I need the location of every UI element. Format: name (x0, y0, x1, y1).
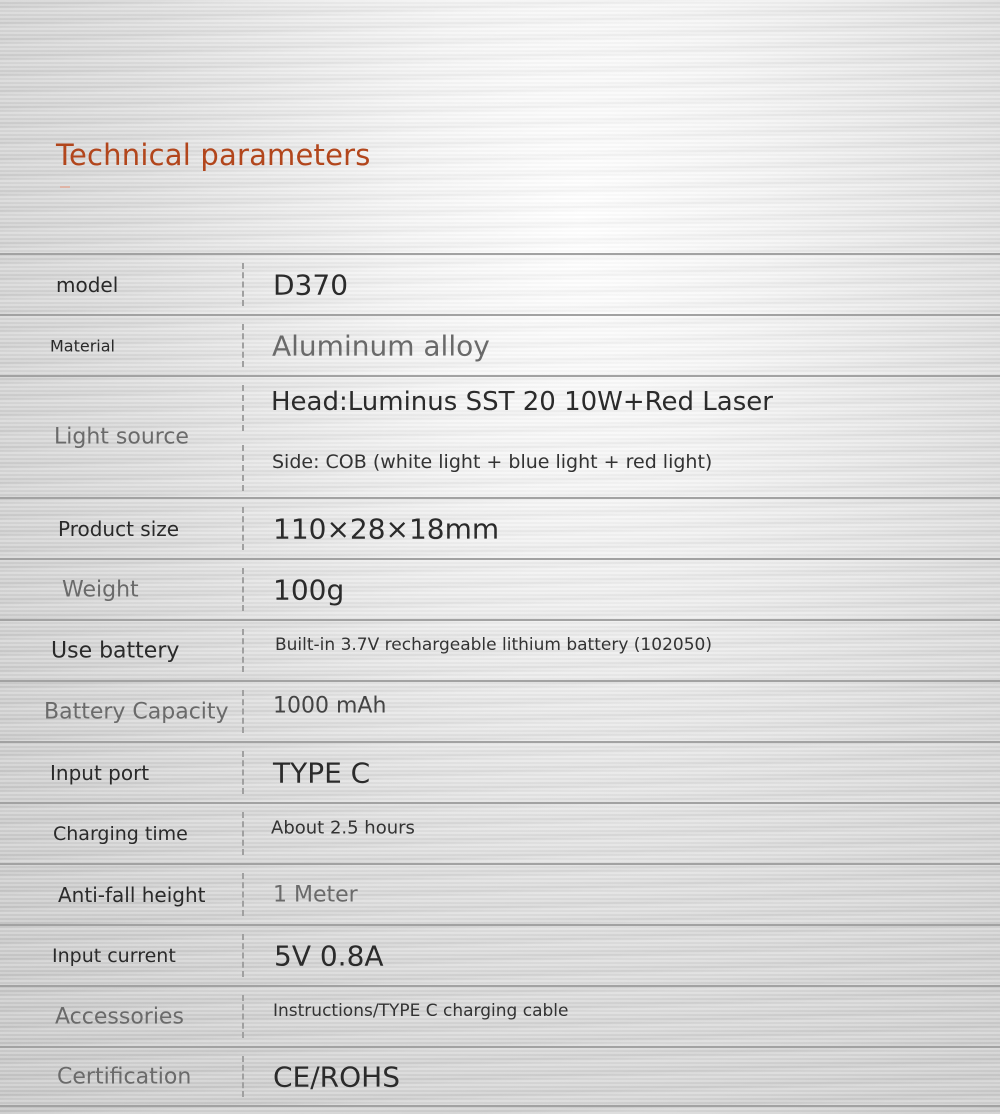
spec-row-material (0, 314, 1000, 375)
spec-row-charging-time (0, 802, 1000, 863)
row-divider (242, 1056, 244, 1097)
spec-label-anti-fall-height: Anti-fall height (58, 882, 206, 907)
spec-label-accessories: Accessories (55, 1004, 184, 1029)
row-divider (242, 995, 244, 1038)
page-title: Technical parameters (56, 138, 371, 172)
spec-value-weight: 100g (273, 573, 345, 606)
spec-value-product-size: 110×28×18mm (273, 512, 500, 545)
spec-row-light-source (0, 375, 1000, 497)
row-divider (242, 385, 244, 431)
spec-row-input-port (0, 741, 1000, 802)
spec-label-input-current: Input current (52, 944, 176, 967)
spec-value-light-head: Head:Luminus SST 20 10W+Red Laser (271, 387, 773, 417)
spec-row-battery-capacity (0, 680, 1000, 741)
spec-value-accessories: Instructions/TYPE C charging cable (273, 1001, 569, 1021)
row-divider (242, 263, 244, 306)
spec-value-charging-time: About 2.5 hours (271, 817, 415, 839)
row-divider (242, 934, 244, 977)
spec-row-product-size (0, 497, 1000, 558)
spec-value-anti-fall-height: 1 Meter (273, 882, 358, 907)
spec-row-input-current (0, 924, 1000, 985)
spec-value-use-battery: Built-in 3.7V rechargeable lithium battery (102050) (275, 635, 712, 655)
row-divider (242, 568, 244, 611)
spec-row-accessories (0, 985, 1000, 1046)
row-divider (242, 873, 244, 916)
spec-label-product-size: Product size (58, 516, 180, 541)
row-divider (242, 812, 244, 855)
spec-value-input-current: 5V 0.8A (274, 939, 384, 972)
spec-label-battery-capacity: Battery Capacity (44, 699, 229, 724)
row-divider (242, 629, 244, 672)
spec-label-light-source: Light source (54, 424, 189, 450)
spec-label-material: Material (50, 336, 115, 355)
spec-row-model (0, 253, 1000, 314)
spec-label-model: model (56, 272, 119, 297)
spec-label-use-battery: Use battery (51, 638, 180, 663)
spec-label-certification: Certification (57, 1064, 192, 1089)
spec-label-charging-time: Charging time (53, 822, 188, 845)
spec-value-certification: CE/ROHS (273, 1060, 400, 1093)
spec-row-certification (0, 1046, 1000, 1107)
spec-value-battery-capacity: 1000 mAh (273, 693, 387, 719)
row-divider (242, 507, 244, 550)
row-divider (242, 751, 244, 794)
spec-value-material: Aluminum alloy (272, 329, 490, 362)
spec-value-model: D370 (273, 268, 349, 301)
row-divider (242, 445, 244, 491)
row-divider (242, 324, 244, 367)
spec-table (0, 253, 1000, 1107)
spec-value-input-port: TYPE C (273, 756, 371, 789)
title-accent-mark (60, 186, 70, 188)
spec-row-use-battery (0, 619, 1000, 680)
row-divider (242, 690, 244, 733)
spec-row-anti-fall-height (0, 863, 1000, 924)
spec-label-input-port: Input port (50, 760, 150, 785)
spec-label-weight: Weight (62, 577, 139, 602)
spec-row-weight (0, 558, 1000, 619)
spec-value-light-side: Side: COB (white light + blue light + red light) (272, 451, 713, 473)
